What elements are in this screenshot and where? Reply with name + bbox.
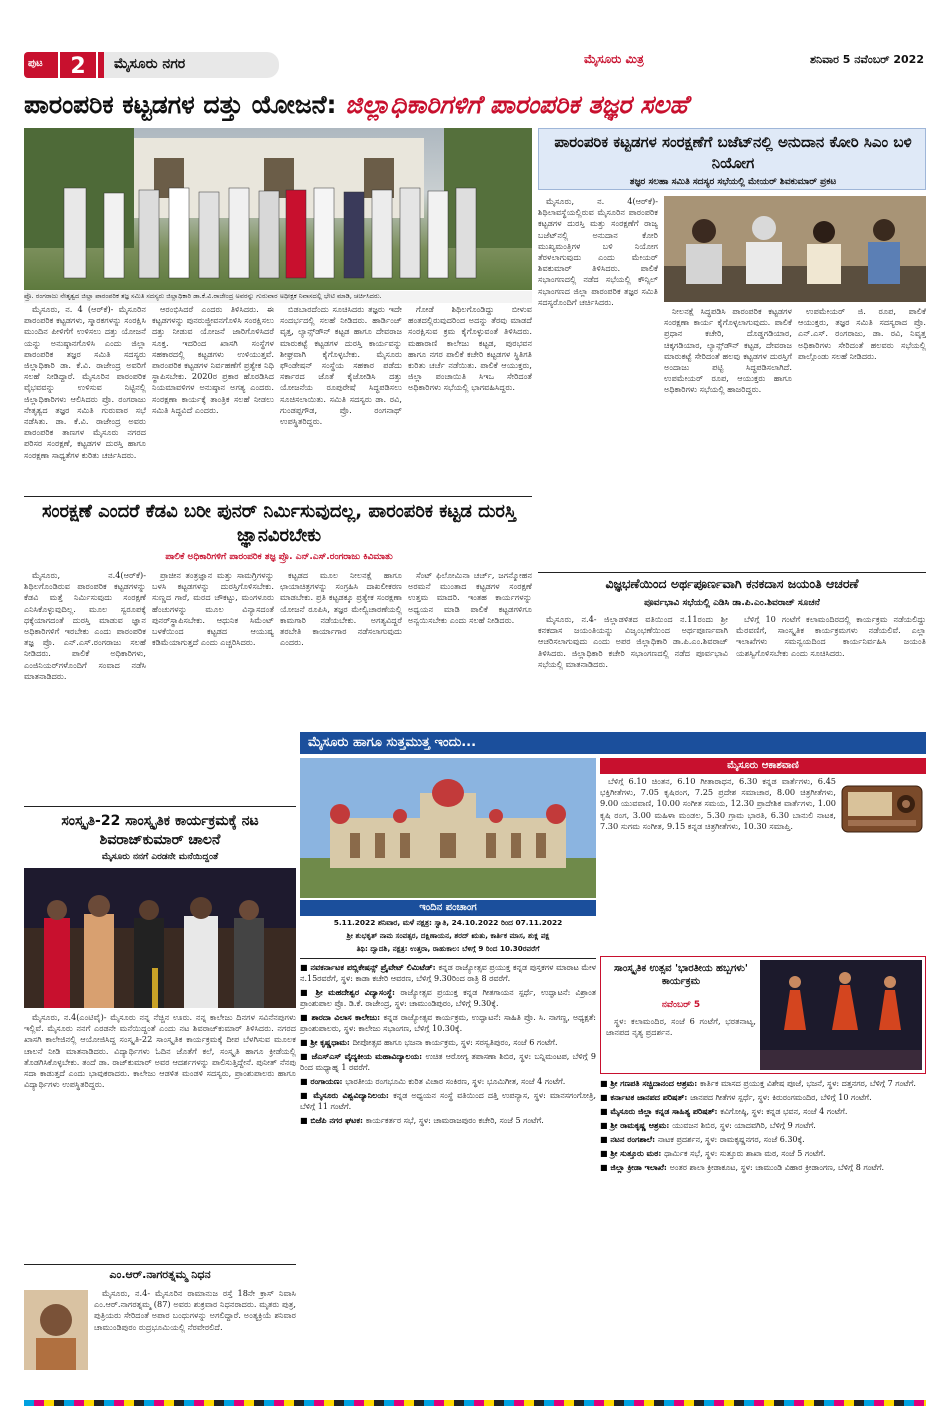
panchanga-title-bar: ಇಂದಿನ ಪಂಚಾಂಗ xyxy=(300,900,596,916)
second-story-col3: ಕಟ್ಟಡದ ಮೂಲ ನೀಲನಕ್ಷೆ ಹಾಗೂ ಛಾಯಾಚಿತ್ರಗಳನ್ನು ಸಂಗ್ರಹಿಸಿ ದಾಖಲೀಕರಣ ಮಾಡಬೇಕು. ಪ್ರತಿ ಕಟ್ಟಡಕ್ಕೂ ಪ್ರತ್ಯೇಕ ಸಂರಕ್ಷಣಾ ಯೋಜನೆ ರೂಪಿಸಿ, ತಜ್ಞರ ಮೇಲ್ವಿಚಾರಣೆಯಲ್ಲಿ ಕಾಮಗಾರಿ ನಡೆಯಬೇಕು. ಅಗತ್ಯವಿದ್ದರೆ ತರಬೇತಿ ಕಾರ್ಯಾಗಾರ ನಡೆಸಲಾಗುವುದು ಎಂದರು. xyxy=(280,570,402,648)
paper-name: ಮೈಸೂರು ಮಿತ್ರ xyxy=(584,52,644,66)
festival-title: ಸಾಂಸ್ಕೃತಿಕ ಉತ್ಸವ 'ಭಾರತೀಯ ಹಬ್ಬಗಳು' ಕಾರ್ಯಕ್ರಮ xyxy=(614,963,748,987)
main-story-col3: ಬಿಡಬಾರದೆಂದು ಸೂಚಿಸಿದರು ತಜ್ಞರು ಇದೇ ಸಂದರ್ಭದಲ್ಲಿ ಸಲಹೆ ನೀಡಿದರು. ಹಾರ್ಡಿಂಜ್ ವೃತ್ತ, ಲ್ಯಾನ್ಸ್‌ಡೌನ್ ಕಟ್ಟಡ ಹಾಗೂ ದೇವರಾಜ ಮಾರುಕಟ್ಟೆ ಕಟ್ಟಡಗಳ ದುರಸ್ತಿ ಕಾರ್ಯವನ್ನು ಶೀಘ್ರವಾಗಿ ಕೈಗೊಳ್ಳಬೇಕು. ಮೈಸೂರು ಫೌಂಡೇಷನ್ ಸಂಸ್ಥೆಯ ಸಹಕಾರ ಪಡೆದು ಸರ್ಕಾರದ ಜೊತೆ ಕೈಜೋಡಿಸಿ ದತ್ತು ಯೋಜನೆಯ ರೂಪುರೇಷೆ ಸಿದ್ಧಪಡಿಸಲು ಸೂಚಿಸಲಾಯಿತು. ಸಮಿತಿ ಸದಸ್ಯರು ಡಾ. ರವಿ, ಗುಂಡಪ್ಪಗೌಡ, ಪ್ರೊ. ರಂಗನಾಥ್ ಉಪಸ್ಥಿತರಿದ್ದರು. xyxy=(280,304,402,427)
panchanga-line1: 5.11.2022 ಶನಿವಾರ, ಮಳೆ ನಕ್ಷತ್ರ: ಸ್ವಾತಿ, 24.10.2022 ರಿಂದ 07.11.2022 xyxy=(333,918,563,927)
mysore-palace-illustration xyxy=(300,758,596,898)
panchanga-line2: ಶ್ರೀ ಶುಭಕೃತ್ ನಾಮ ಸಂವತ್ಸರ, ದಕ್ಷಿಣಾಯನ, ಶರದ್ ಋತು, ಕಾರ್ತಿಕ ಮಾಸ, ಶುಕ್ಲ ಪಕ್ಷ xyxy=(346,931,550,940)
second-story-headline: ಸಂರಕ್ಷಣೆ ಎಂದರೆ ಕೆಡವಿ ಬರೀ ಪುನರ್ ನಿರ್ಮಿಸುವುದಲ್ಲ, ಪಾರಂಪರಿಕ ಕಟ್ಟಡ ದುರಸ್ತಿ ಜ್ಞಾನವಿರಬೇಕು xyxy=(41,501,517,546)
event-text: ಜಾನಪದ ಗೀತೆಗಳ ಸ್ಪರ್ಧೆ, ಸ್ಥಳ: ಕಿರುರಂಗಮಂದಿರ, ಬೆಳಿಗ್ಗೆ 10 ಗಂಟೆಗೆ. xyxy=(690,1093,872,1102)
event-title: ■ ಮೈಸೂರು ವಿಶ್ವವಿದ್ಯಾನಿಲಯ: xyxy=(300,1090,394,1100)
main-headline xyxy=(24,82,926,128)
festival-photo xyxy=(760,960,922,1070)
event-title: ■ ಶ್ರೀ ರಾಮಕೃಷ್ಣ ಆಶ್ರಮ: xyxy=(600,1120,673,1130)
today-events-list xyxy=(300,962,596,1382)
obituary-portrait xyxy=(24,1290,88,1370)
main-story-photo xyxy=(24,128,532,290)
event-title: ■ ಶ್ರೀ ಕೃಷ್ಣಧಾಮ: xyxy=(300,1037,353,1047)
second-story-col2: ಪ್ರಾಚೀನ ತಂತ್ರಜ್ಞಾನ ಮತ್ತು ಸಾಮಗ್ರಿಗಳನ್ನು ಬಳಸಿ ಕಟ್ಟಡಗಳನ್ನು ದುರಸ್ತಿಗೊಳಿಸಬೇಕು. ಸುಣ್ಣದ ಗಾರೆ, ಮರದ ಚೌಕಟ್ಟು, ಮಂಗಳೂರು ಹೆಂಚುಗಳನ್ನು ಮೂಲ ವಿನ್ಯಾಸದಂತೆ ಪುನರ್‌ಸ್ಥಾಪಿಸಬೇಕು. ಆಧುನಿಕ ಸಿಮೆಂಟ್ ಬಳಕೆಯಿಂದ ಕಟ್ಟಡದ ಆಯುಷ್ಯ ಕಡಿಮೆಯಾಗುತ್ತದೆ ಎಂದು ಎಚ್ಚರಿಸಿದರು. xyxy=(152,570,274,648)
event-item xyxy=(600,1106,926,1117)
radio-schedule: ಬೆಳಿಗ್ಗೆ 6.10 ಚಿಂತನ, 6.10 ಗೀತಾರಾಧನ, 6.30 ಕನ್ನಡ ವಾರ್ತೆಗಳು, 6.45 ಭಕ್ತಿಗೀತೆಗಳು, 7.05 ಕೃಷಿರಂಗ, 7.25 ಪ್ರದೇಶ ಸಮಾಚಾರ, 8.00 ಚಿತ್ರಗೀತೆಗಳು, 9.00 ಯುವವಾಣಿ, 10.00 ಸಂಗೀತ ಸಮಯ, 12.30 ಪ್ರಾದೇಶಿಕ ವಾರ್ತೆಗಳು, 1.00 ಕೃಷಿ ರಂಗ, 3.00 ಮಹಿಳಾ ಮಂಡಲ, 5.30 ಗ್ರಾಮ ಭಾರತಿ, 6.30 ಬಾನುಲಿ ನಾಟಕ, 7.30 ಸುಗಮ ಸಂಗೀತ, 9.15 ಕನ್ನಡ ಚಿತ್ರಗೀತೆಗಳು, 10.30 ಸಮಾಪ್ತಿ. xyxy=(600,776,836,831)
obituary-headline: ಎಂ.ಆರ್.ನಾಗರತ್ನಮ್ಮ ನಿಧನ xyxy=(109,1268,211,1281)
event-item xyxy=(300,1076,596,1087)
culture-headline: ಸಂಸ್ಕೃತಿ-22 ಸಾಂಸ್ಕೃತಿಕ ಕಾರ್ಯಕ್ರಮಕ್ಕೆ ನಟ ಶಿವರಾಜ್‌ಕುಮಾರ್ ಚಾಲನೆ xyxy=(61,813,259,848)
event-item xyxy=(600,1120,926,1131)
event-item xyxy=(300,1037,596,1048)
second-story-col4: ಸೆಂಟ್ ಫಿಲೋಮಿನಾ ಚರ್ಚ್, ಜಗನ್ಮೋಹನ ಅರಮನೆ ಮುಂತಾದ ಕಟ್ಟಡಗಳ ಸಂರಕ್ಷಣೆ ಉತ್ತಮ ಮಾದರಿ. ಇಂತಹ ಕಾರ್ಯಗಳನ್ನು ಅಧ್ಯಯನ ಮಾಡಿ ಪಾಲಿಕೆ ಕಟ್ಟಡಗಳಿಗೂ ಅನ್ವಯಿಸಬೇಕು ಎಂದು ಸಲಹೆ ನೀಡಿದರು. xyxy=(408,570,532,625)
kanakadasa-subhead: ಪೂರ್ವಭಾವಿ ಸಭೆಯಲ್ಲಿ ಎಡಿಸಿ ಡಾ.ಪಿ.ಎಂ.ಶಿವರಾಜ್ ಸೂಚನೆ xyxy=(644,598,820,608)
event-title: ■ ಶ್ರೀ ಮಹದೇಶ್ವರ ವಿದ್ಯಾಸಂಸ್ಥೆ: xyxy=(300,987,401,997)
event-item xyxy=(300,1115,596,1126)
event-item xyxy=(300,962,596,984)
event-text: ಕವಿಗೋಷ್ಠಿ, ಸ್ಥಳ: ಕನ್ನಡ ಭವನ, ಸಂಜೆ 4 ಗಂಟೆಗೆ. xyxy=(720,1107,848,1116)
event-title: ■ ನವಕರ್ನಾಟಕ ಪಬ್ಲಿಕೇಷನ್ಸ್ ಪ್ರೈವೇಟ್ ಲಿಮಿಟೆಡ್: xyxy=(300,962,439,972)
event-text: ಕಾರ್ತಿಕ ಮಾಸದ ಪ್ರಯುಕ್ತ ವಿಶೇಷ ಪೂಜೆ, ಭಜನೆ, ಸ್ಥಳ: ದತ್ತನಗರ, ಬೆಳಿಗ್ಗೆ 7 ಗಂಟೆಗೆ. xyxy=(700,1079,916,1088)
event-item xyxy=(300,987,596,1009)
right-story-subhead: ತಜ್ಞರ ಸಲಹಾ ಸಮಿತಿ ಸದಸ್ಯರ ಸಭೆಯಲ್ಲಿ ಮೇಯರ್ ಶಿವಕುಮಾರ್ ಪ್ರಕಟ xyxy=(629,177,837,187)
obituary-body: ಮೈಸೂರು, ನ.4- ಮೈಸೂರಿನ ರಾಮಾನುಜ ರಸ್ತೆ 18ನೇ ಕ್ರಾಸ್ ನಿವಾಸಿ ಎಂ.ಆರ್.ನಾಗರತ್ನಮ್ಮ (87) ಅವರು ಶುಕ್ರವಾರ ನಿಧನರಾದರು. ಮೃತರು ಪುತ್ರ, ಪುತ್ರಿಯರು ಸೇರಿದಂತೆ ಅಪಾರ ಬಂಧುಗಳನ್ನು ಅಗಲಿದ್ದಾರೆ. ಅಂತ್ಯಕ್ರಿಯೆ ಶನಿವಾರ ಚಾಮುಂಡಿಪುರಂ ರುದ್ರಭೂಮಿಯಲ್ಲಿ ನೆರವೇರಲಿದೆ. xyxy=(94,1288,296,1332)
event-text: ಯುವಜನ ಶಿಬಿರ, ಸ್ಥಳ: ಯಾದವಗಿರಿ, ಬೆಳಿಗ್ಗೆ 9 ಗಂಟೆಗೆ. xyxy=(672,1121,816,1130)
festival-text: ಸ್ಥಳ: ಕಲಾಮಂದಿರ, ಸಂಜೆ 6 ಗಂಟೆಗೆ, ಭರತನಾಟ್ಯ, ಜಾನಪದ ನೃತ್ಯ ಪ್ರದರ್ಶನ. xyxy=(606,1016,756,1038)
event-text: ರಾಜ್ಯೋತ್ಸವ ಪ್ರಯುಕ್ತ ಕನ್ನಡ ಗೀತಗಾಯನ ಸ್ಪರ್ಧೆ, ಉದ್ಘಾಟನೆ: ವಿಶ್ರಾಂತ ಪ್ರಾಂಶುಪಾಲ ಪ್ರೊ. ಡಿ.ಕೆ. ರಾಜೇಂದ್ರ, ಸ್ಥಳ: ಚಾಮುಂಡಿಪುರಂ, ಬೆಳಿಗ್ಗೆ 9.30ಕ್ಕೆ. xyxy=(300,988,596,1008)
festival-date: ನವೆಂಬರ್ 5 xyxy=(661,1000,701,1010)
issue-date: ಶನಿವಾರ 5 ನವೆಂಬರ್ 2022 xyxy=(810,53,924,66)
page-label: ಪುಟ xyxy=(28,58,43,69)
divider xyxy=(300,958,596,959)
event-text: ಕನ್ನಡ ರಾಜ್ಯೋತ್ಸವ ಕಾರ್ಯಕ್ರಮ, ಉದ್ಘಾಟನೆ: ಸಾಹಿತಿ ಪ್ರೊ. ಸಿ. ನಾಗಣ್ಣ, ಅಧ್ಯಕ್ಷತೆ: ಪ್ರಾಂಶುಪಾಲರು, ಸ್ಥಳ: ಕಾಲೇಜು ಸಭಾಂಗಣ, ಬೆಳಿಗ್ಗೆ 10.30ಕ್ಕೆ. xyxy=(300,1013,596,1033)
event-text: ದೀಪೋತ್ಸವ ಹಾಗೂ ಭಜನಾ ಕಾರ್ಯಕ್ರಮ, ಸ್ಥಳ: ಸರಸ್ವತಿಪುರಂ, ಸಂಜೆ 6 ಗಂಟೆಗೆ. xyxy=(352,1038,558,1047)
dancers-illustration xyxy=(760,960,922,1070)
event-item xyxy=(600,1148,926,1159)
today-section-title: ಮೈಸೂರು ಹಾಗೂ ಸುತ್ತಮುತ್ತ ಇಂದು... xyxy=(308,735,477,750)
radio-icon xyxy=(840,780,924,836)
event-title: ■ ಜಿಲ್ಲಾ ಕ್ರೀಡಾ ಇಲಾಖೆ: xyxy=(600,1162,670,1172)
event-item xyxy=(300,1051,596,1073)
main-story-col2: ಆರಂಭಿಸಿದರೆ ಎಂದರು ತಿಳಿಸಿದರು. ಈ ಕಟ್ಟಡಗಳನ್ನು ಪುನರುಜ್ಜೀವನಗೊಳಿಸಿ ಸಂರಕ್ಷಿಸಲು ದತ್ತು ನೀಡುವ ಯೋಜನೆ ಜಾರಿಗೊಳಿಸಿದರೆ ಸೂಕ್ತ. ಇದರಿಂದ ಖಾಸಗಿ ಸಂಸ್ಥೆಗಳ ಸಹಕಾರದಲ್ಲಿ ಕಟ್ಟಡಗಳು ಉಳಿಯುತ್ತವೆ. ಪಾರಂಪರಿಕ ಕಟ್ಟಡಗಳ ನಿರ್ವಹಣೆಗೆ ಪ್ರತ್ಯೇಕ ನಿಧಿ ಸ್ಥಾಪಿಸಬೇಕು. 2020ರ ಪ್ರಕಾರ ಹೊರಡಿಸಿದ ನಿಯಮಾವಳಿಗಳ ಅನುಷ್ಠಾನ ಅಗತ್ಯ ಎಂದರು. ಸಂರಕ್ಷಣಾ ಕಾರ್ಯಕ್ಕೆ ತಾಂತ್ರಿಕ ಸಲಹೆ ನೀಡಲು ಸಮಿತಿ ಸಿದ್ಧವಿದೆ ಎಂದರು. xyxy=(152,304,274,415)
right-story-col3: ಉಪಮೇಯರ್ ಜಿ. ರೂಪ, ಪಾಲಿಕೆ ಆಯುಕ್ತರು, ತಜ್ಞರ ಸಮಿತಿ ಸದಸ್ಯರಾದ ಪ್ರೊ. ಎನ್.ಎಸ್. ರಂಗರಾಜು, ಡಾ. ರವಿ, ನಿವೃತ್ತ ಅಧಿಕಾರಿಗಳು ಸೇರಿದಂತೆ ಹಲವರು ಸಭೆಯಲ್ಲಿ ಪಾಲ್ಗೊಂಡು ಸಲಹೆ ನೀಡಿದರು. xyxy=(798,306,926,361)
divider xyxy=(538,572,926,573)
event-text: ಉಚಿತ ಆರೋಗ್ಯ ತಪಾಸಣಾ ಶಿಬಿರ, ಸ್ಥಳ: ಬನ್ನಿಮಂಟಪ, ಬೆಳಿಗ್ಗೆ 9 ರಿಂದ ಮಧ್ಯಾಹ್ನ 1 ರವರೆಗೆ. xyxy=(300,1052,596,1072)
second-story-col1: ಮೈಸೂರು, ನ.4(ಆರ್‌ಕೆ)- ಶಿಥಿಲಗೊಂಡಿರುವ ಪಾರಂಪರಿಕ ಕಟ್ಟಡಗಳನ್ನು ಕೆಡವಿ ಮತ್ತೆ ನಿರ್ಮಿಸುವುದು ಸಂರಕ್ಷಣೆ ಎನಿಸಿಕೊಳ್ಳುವುದಿಲ್ಲ. ಮೂಲ ಸ್ವರೂಪಕ್ಕೆ ಧಕ್ಕೆಯಾಗದಂತೆ ದುರಸ್ತಿ ಮಾಡುವ ಜ್ಞಾನ ಅಧಿಕಾರಿಗಳಿಗೆ ಇರಬೇಕು ಎಂದು ಪಾರಂಪರಿಕ ತಜ್ಞ ಪ್ರೊ. ಎನ್.ಎಸ್.ರಂಗರಾಜು ಸಲಹೆ ನೀಡಿದರು. ಪಾಲಿಕೆ ಅಧಿಕಾರಿಗಳು, ಎಂಜಿನಿಯರ್‌ಗಳೊಂದಿಗೆ ಸಂವಾದ ನಡೆಸಿ ಮಾತನಾಡಿದರು. xyxy=(24,570,146,681)
kanakadasa-headline: ವಿಜ್ಞಭಣೆಯಿಂದ ಅರ್ಥಪೂರ್ಣವಾಗಿ ಕನಕದಾಸ ಜಯಂತಿ ಆಚರಣೆ xyxy=(605,576,859,591)
event-title: ■ ಶ್ರೀ ಗಣಪತಿ ಸಚ್ಚಿದಾನಂದ ಆಶ್ರಮ: xyxy=(600,1078,701,1088)
event-text: ಕನ್ನಡ ಅಧ್ಯಯನ ಸಂಸ್ಥೆ ವತಿಯಿಂದ ದತ್ತಿ ಉಪನ್ಯಾಸ, ಸ್ಥಳ: ಮಾನಸಗಂಗೋತ್ರಿ, ಬೆಳಿಗ್ಗೆ 11 ಗಂಟೆಗೆ. xyxy=(300,1091,596,1111)
meeting-photo-illustration xyxy=(664,196,926,302)
panchanga-line3: ತಿಥಿ: ದ್ವಾದಶಿ, ನಕ್ಷತ್ರ: ಉತ್ತರಾ, ರಾಹುಕಾಲ: ಬೆಳಿಗ್ಗೆ 9 ರಿಂದ 10.30ರವರೆಗೆ xyxy=(356,944,540,953)
event-item xyxy=(300,1090,596,1112)
event-title: ■ ಮೈಸೂರು ಜಿಲ್ಲಾ ಕನ್ನಡ ಸಾಹಿತ್ಯ ಪರಿಷತ್: xyxy=(600,1106,721,1116)
divider xyxy=(24,1264,296,1265)
group-photo-illustration xyxy=(24,128,532,290)
culture-photo xyxy=(24,868,296,1008)
event-title: ■ ರಂಗಾಯಣ: xyxy=(300,1076,346,1086)
event-text: ನಾಟಕ ಪ್ರದರ್ಶನ, ಸ್ಥಳ: ರಾಮಕೃಷ್ಣನಗರ, ಸಂಜೆ 6.30ಕ್ಕೆ. xyxy=(657,1135,805,1144)
main-story-col4: ಗೋಡೆ ಶಿಥಿಲಗೊಂಡಿದ್ದು ಬೀಳುವ ಹಂತದಲ್ಲಿರುವುದರಿಂದ ಅದನ್ನು ತೆರವು ಮಾಡದೆ ಸಂರಕ್ಷಿಸುವ ಕ್ರಮ ಕೈಗೊಳ್ಳುವಂತೆ ತಿಳಿಸಿದರು. ಮಹಾರಾಣಿ ಕಾಲೇಜು ಕಟ್ಟಡ, ಪುರಭವನ ಹಾಗೂ ನಗರ ಪಾಲಿಕೆ ಕಚೇರಿ ಕಟ್ಟಡಗಳ ಸ್ಥಿತಿಗತಿ ಕುರಿತು ಚರ್ಚೆ ನಡೆಯಿತು. ಪಾಲಿಕೆ ಆಯುಕ್ತರು, ಜಿಲ್ಲಾ ಪಂಚಾಯಿತಿ ಸಿಇಒ ಸೇರಿದಂತೆ ಅಧಿಕಾರಿಗಳು ಸಭೆಯಲ್ಲಿ ಭಾಗವಹಿಸಿದ್ದರು. xyxy=(408,304,532,393)
right-story-col1: ಮೈಸೂರು, ನ. 4(ಆರ್‌ಕೆ)- ಶಿಥಿಲಾವಸ್ಥೆಯಲ್ಲಿರುವ ಮೈಸೂರಿನ ಪಾರಂಪರಿಕ ಕಟ್ಟಡಗಳ ದುರಸ್ತಿ ಮತ್ತು ಸಂರಕ್ಷಣೆಗೆ ರಾಜ್ಯ ಬಜೆಟ್‌ನಲ್ಲಿ ಅನುದಾನ ಕೋರಿ ಮುಖ್ಯಮಂತ್ರಿಗಳ ಬಳಿ ನಿಯೋಗ ತೆರಳಲಾಗುವುದು ಎಂದು ಮೇಯರ್ ಶಿವಕುಮಾರ್ ತಿಳಿಸಿದರು. ಪಾಲಿಕೆ ಸಭಾಂಗಣದಲ್ಲಿ ನಡೆದ ಸಭೆಯಲ್ಲಿ ಕೌನ್ಸಿಲ್ ಸಭಾಂಗಣದ ಜಿಲ್ಲಾ ಪಾರಂಪರಿಕ ತಜ್ಞರ ಸಮಿತಿ ಸದಸ್ಯರೊಂದಿಗೆ ಚರ್ಚಿಸಿದರು. xyxy=(538,196,658,307)
right-story-headline: ಪಾರಂಪರಿಕ ಕಟ್ಟಡಗಳ ಸಂರಕ್ಷಣೆಗೆ ಬಜೆಟ್‌ನಲ್ಲಿ ಅನುದಾನ ಕೋರಿ ಸಿಎಂ ಬಳಿ ನಿಯೋಗ xyxy=(554,133,912,172)
main-headline-part2: ಜಿಲ್ಲಾಧಿಕಾರಿಗಳಿಗೆ ಪಾರಂಪರಿಕ ತಜ್ಞರ ಸಲಹೆ xyxy=(345,90,688,119)
divider xyxy=(24,806,296,807)
main-headline-part1: ಪಾರಂಪರಿಕ ಕಟ್ಟಡಗಳ ದತ್ತು ಯೋಜನೆ: xyxy=(24,90,337,119)
event-text: ಅಂತರ ಶಾಲಾ ಕ್ರೀಡಾಕೂಟ, ಸ್ಥಳ: ಚಾಮುಂಡಿ ವಿಹಾರ ಕ್ರೀಡಾಂಗಣ, ಬೆಳಿಗ್ಗೆ 8 ಗಂಟೆಗೆ. xyxy=(669,1163,885,1172)
event-text: ಭಾರತೀಯ ರಂಗಭೂಮಿ ಕುರಿತ ವಿಚಾರ ಸಂಕಿರಣ, ಸ್ಥಳ: ಭೂಮಿಗೀತ, ಸಂಜೆ 4 ಗಂಟೆಗೆ. xyxy=(345,1077,566,1086)
page-number: 2 xyxy=(58,50,98,80)
registration-bar xyxy=(24,1400,926,1406)
palace-photo xyxy=(300,758,596,898)
radio-set-illustration xyxy=(840,780,924,836)
kanakadasa-col1: ಮೈಸೂರು, ನ.4- ಜಿಲ್ಲಾಡಳಿತದ ವತಿಯಿಂದ ನ.11ರಂದು ಶ್ರೀ ಕನಕದಾಸ ಜಯಂತಿಯನ್ನು ವಿಜೃಂಭಣೆಯಿಂದ ಅರ್ಥಪೂರ್ಣವಾಗಿ ಆಚರಿಸಲಾಗುವುದು ಎಂದು ಅಪರ ಜಿಲ್ಲಾಧಿಕಾರಿ ಡಾ.ಪಿ.ಎಂ.ಶಿವರಾಜ್ ತಿಳಿಸಿದರು. ಜಿಲ್ಲಾಧಿಕಾರಿ ಕಚೇರಿ ಸಭಾಂಗಣದಲ್ಲಿ ನಡೆದ ಪೂರ್ವಭಾವಿ ಸಭೆಯಲ್ಲಿ ಮಾತನಾಡಿದರು. xyxy=(538,614,728,669)
right-events-list xyxy=(600,1078,926,1382)
culture-body: ಮೈಸೂರು, ನ.4(ಎಂಟಿವೈ)- ಮೈಸೂರು ನನ್ನ ನೆಚ್ಚಿನ ಊರು. ನನ್ನ ಕಾಲೇಜು ದಿನಗಳ ಸವಿನೆನಪುಗಳು ಇಲ್ಲಿವೆ. ಮೈಸೂರು ನನಗೆ ಎರಡನೇ ಮನೆಯಿದ್ದಂತೆ ಎಂದು ನಟ ಶಿವರಾಜ್‌ಕುಮಾರ್ ತಿಳಿಸಿದರು. ನಗರದ ಖಾಸಗಿ ಕಾಲೇಜಿನಲ್ಲಿ ಆಯೋಜಿಸಿದ್ದ ಸಂಸ್ಕೃತಿ-22 ಸಾಂಸ್ಕೃತಿಕ ಕಾರ್ಯಕ್ರಮಕ್ಕೆ ದೀಪ ಬೆಳಗಿಸುವ ಮೂಲಕ ಚಾಲನೆ ನೀಡಿ ಮಾತನಾಡಿದರು. ವಿದ್ಯಾರ್ಥಿಗಳು ಓದಿನ ಜೊತೆಗೆ ಕಲೆ, ಸಂಸ್ಕೃತಿ ಹಾಗೂ ಕ್ರೀಡೆಯಲ್ಲಿ ತೊಡಗಿಸಿಕೊಳ್ಳಬೇಕು. ತಂದೆ ಡಾ. ರಾಜ್‌ಕುಮಾರ್ ಅವರ ಆದರ್ಶಗಳನ್ನು ಪಾಲಿಸುತ್ತಿದ್ದೇನೆ. ಪುನೀತ್ ನೆನಪು ಸದಾ ಕಾಡುತ್ತದೆ ಎಂದು ಭಾವುಕರಾದರು. ಕಾಲೇಜು ಆಡಳಿತ ಮಂಡಳಿ ಸದಸ್ಯರು, ಪ್ರಾಂಶುಪಾಲರು ಹಾಗೂ ವಿದ್ಯಾರ್ಥಿಗಳು ಉಪಸ್ಥಿತರಿದ್ದರು. xyxy=(24,1012,296,1090)
culture-subhead: ಮೈಸೂರು ನನಗೆ ಎರಡನೇ ಮನೆಯಿದ್ದಂತೆ xyxy=(101,852,219,862)
event-text: ಕಾರ್ಯಕರ್ತರ ಸಭೆ, ಸ್ಥಳ: ಚಾಮರಾಜಪುರಂ ಕಚೇರಿ, ಸಂಜೆ 5 ಗಂಟೆಗೆ. xyxy=(365,1116,544,1125)
event-title: ■ ಶ್ರೀ ಸುತ್ತೂರು ಮಠ: xyxy=(600,1148,665,1158)
event-item xyxy=(600,1078,926,1089)
section-name: ಮೈಸೂರು ನಗರ xyxy=(104,52,279,78)
main-story-col1: ಮೈಸೂರು, ನ. 4 (ಆರ್‌ಕೆ)- ಮೈಸೂರಿನ ಪಾರಂಪರಿಕ ಕಟ್ಟಡಗಳು, ಸ್ಮಾರಕಗಳನ್ನು ಸಂರಕ್ಷಿಸಿ ಮುಂದಿನ ಪೀಳಿಗೆಗೆ ಉಳಿಸಲು ದತ್ತು ಯೋಜನೆ ಯನ್ನು ಅನುಷ್ಠಾನಗೊಳಿಸಿ ಎಂದು ಜಿಲ್ಲಾ ಪಾರಂಪರಿಕ ತಜ್ಞರ ಸಮಿತಿ ಸದಸ್ಯರು ಜಿಲ್ಲಾಧಿಕಾರಿ ಡಾ. ಕೆ.ವಿ. ರಾಜೇಂದ್ರ ಅವರಿಗೆ ಸಲಹೆ ನೀಡಿದ್ದಾರೆ. ಮೈಸೂರಿನ ಪಾರಂಪರಿಕ ವೈಭವವನ್ನು ಉಳಿಸುವ ನಿಟ್ಟಿನಲ್ಲಿ ಜಿಲ್ಲಾಧಿಕಾರಿಗಳು ಆಲಿಸಿದರು ಪ್ರೊ. ರಂಗರಾಜು ನೇತೃತ್ವದ ತಜ್ಞರ ಸಮಿತಿ ಗುರುವಾರ ಸಭೆ ನಡೆಸಿತು. ಡಾ. ಕೆ.ವಿ. ರಾಜೇಂದ್ರ ಅವರು ಪಾರಂಪರಿಕ ತಾಣಗಳ ಮೈಸೂರು ನಗರದ ಪರಿಸರ ಸಂರಕ್ಷಣೆ, ಕಟ್ಟಡಗಳ ದುರಸ್ತಿ ಹಾಗೂ ಸಂರಕ್ಷಣಾ ಸಾಧ್ಯತೆಗಳ ಕುರಿತು ಚರ್ಚಿಸಿದರು. xyxy=(24,304,146,460)
right-story-col2: ನೀಲನಕ್ಷೆ ಸಿದ್ಧಪಡಿಸಿ ಪಾರಂಪರಿಕ ಕಟ್ಟಡಗಳ ಸಂರಕ್ಷಣಾ ಕಾರ್ಯ ಕೈಗೊಳ್ಳಲಾಗುವುದು. ಪಾಲಿಕೆ ಪ್ರಧಾನ ಕಚೇರಿ, ದೊಡ್ಡಗಡಿಯಾರ, ಚಿಕ್ಕಗಡಿಯಾರ, ಲ್ಯಾನ್ಸ್‌ಡೌನ್ ಕಟ್ಟಡ, ದೇವರಾಜ ಮಾರುಕಟ್ಟೆ ಸೇರಿದಂತೆ ಹಲವು ಕಟ್ಟಡಗಳ ದುರಸ್ತಿಗೆ ಅಂದಾಜು ಪಟ್ಟಿ ಸಿದ್ಧಪಡಿಸಲಾಗಿದೆ. ಉಪಮೇಯರ್ ರೂಪ, ಆಯುಕ್ತರು ಹಾಗೂ ಅಧಿಕಾರಿಗಳು ಸಭೆಯಲ್ಲಿ ಹಾಜರಿದ್ದರು. xyxy=(664,306,792,395)
radio-title: ಮೈಸೂರು ಆಕಾಶವಾಣಿ xyxy=(727,760,799,771)
divider xyxy=(24,496,532,497)
event-title: ■ ಶಾರದಾ ವಿಲಾಸ ಕಾಲೇಜು: xyxy=(300,1012,384,1022)
event-item xyxy=(600,1092,926,1103)
event-title: ■ ಜೆಎಸ್‌ಎಸ್ ವೈದ್ಯಕೀಯ ಮಹಾವಿದ್ಯಾಲಯ: xyxy=(300,1051,426,1061)
event-text: ಕನ್ನಡ ರಾಜ್ಯೋತ್ಸವ ಪ್ರಯುಕ್ತ ಕನ್ನಡ ಪುಸ್ತಕಗಳ ಮಾರಾಟ ಮೇಳ ನ.15ರವರೆಗೆ, ಸ್ಥಳ: ಕಾಡಾ ಕಚೇರಿ ಆವರಣ, ಬೆಳಿಗ್ಗೆ 9.30ರಿಂದ ರಾತ್ರಿ 8 ರವರೆಗೆ. xyxy=(300,963,596,983)
event-item xyxy=(600,1134,926,1145)
main-photo-caption: ಪ್ರೊ. ರಂಗರಾಜು ನೇತೃತ್ವದ ಜಿಲ್ಲಾ ಪಾರಂಪರಿಕ ತಜ್ಞ ಸಮಿತಿ ಸದಸ್ಯರು ಜಿಲ್ಲಾಧಿಕಾರಿ ಡಾ.ಕೆ.ವಿ.ರಾಜೇಂದ್ರ ಅವರನ್ನು ಗುರುವಾರ ಅಧೀಕ್ಷಕ ನಿವಾಸದಲ್ಲಿ ಭೇಟಿ ಮಾಡಿ, ಚರ್ಚಿಸಿದರು. xyxy=(24,291,532,303)
portrait-illustration xyxy=(24,1290,88,1370)
event-text: ಧಾರ್ಮಿಕ ಸಭೆ, ಸ್ಥಳ: ಸುತ್ತೂರು ಶಾಖಾ ಮಠ, ಸಂಜೆ 5 ಗಂಟೆಗೆ. xyxy=(664,1149,826,1158)
second-story-subhead: ಪಾಲಿಕೆ ಅಧಿಕಾರಿಗಳಿಗೆ ಪಾರಂಪರಿಕ ತಜ್ಞ ಪ್ರೊ. ಎನ್.ಎಸ್.ರಂಗರಾಜು ಕಿವಿಮಾತು xyxy=(165,552,393,562)
event-item xyxy=(300,1012,596,1034)
kanakadasa-col2: ಬೆಳಿಗ್ಗೆ 10 ಗಂಟೆಗೆ ಕಲಾಮಂದಿರದಲ್ಲಿ ಕಾರ್ಯಕ್ರಮ ನಡೆಯಲಿದ್ದು ಮೆರವಣಿಗೆ, ಸಾಂಸ್ಕೃತಿಕ ಕಾರ್ಯಕ್ರಮಗಳು ನಡೆಯಲಿವೆ. ಎಲ್ಲಾ ಇಲಾಖೆಗಳು ಸಮನ್ವಯದಿಂದ ಕಾರ್ಯನಿರ್ವಹಿಸಿ ಜಯಂತಿ ಯಶಸ್ವಿಗೊಳಿಸಬೇಕು ಎಂದು ಸೂಚಿಸಿದರು. xyxy=(736,614,926,658)
event-item xyxy=(600,1162,926,1173)
event-title: ■ ಬಿಜೆಪಿ ನಗರ ಘಟಕ: xyxy=(300,1115,366,1125)
event-title: ■ ಕರ್ನಾಟಕ ಜಾನಪದ ಪರಿಷತ್: xyxy=(600,1092,691,1102)
right-story-photo xyxy=(664,196,926,302)
event-photo-illustration xyxy=(24,868,296,1008)
event-title: ■ ನಟನ ರಂಗಶಾಲೆ: xyxy=(600,1134,658,1144)
